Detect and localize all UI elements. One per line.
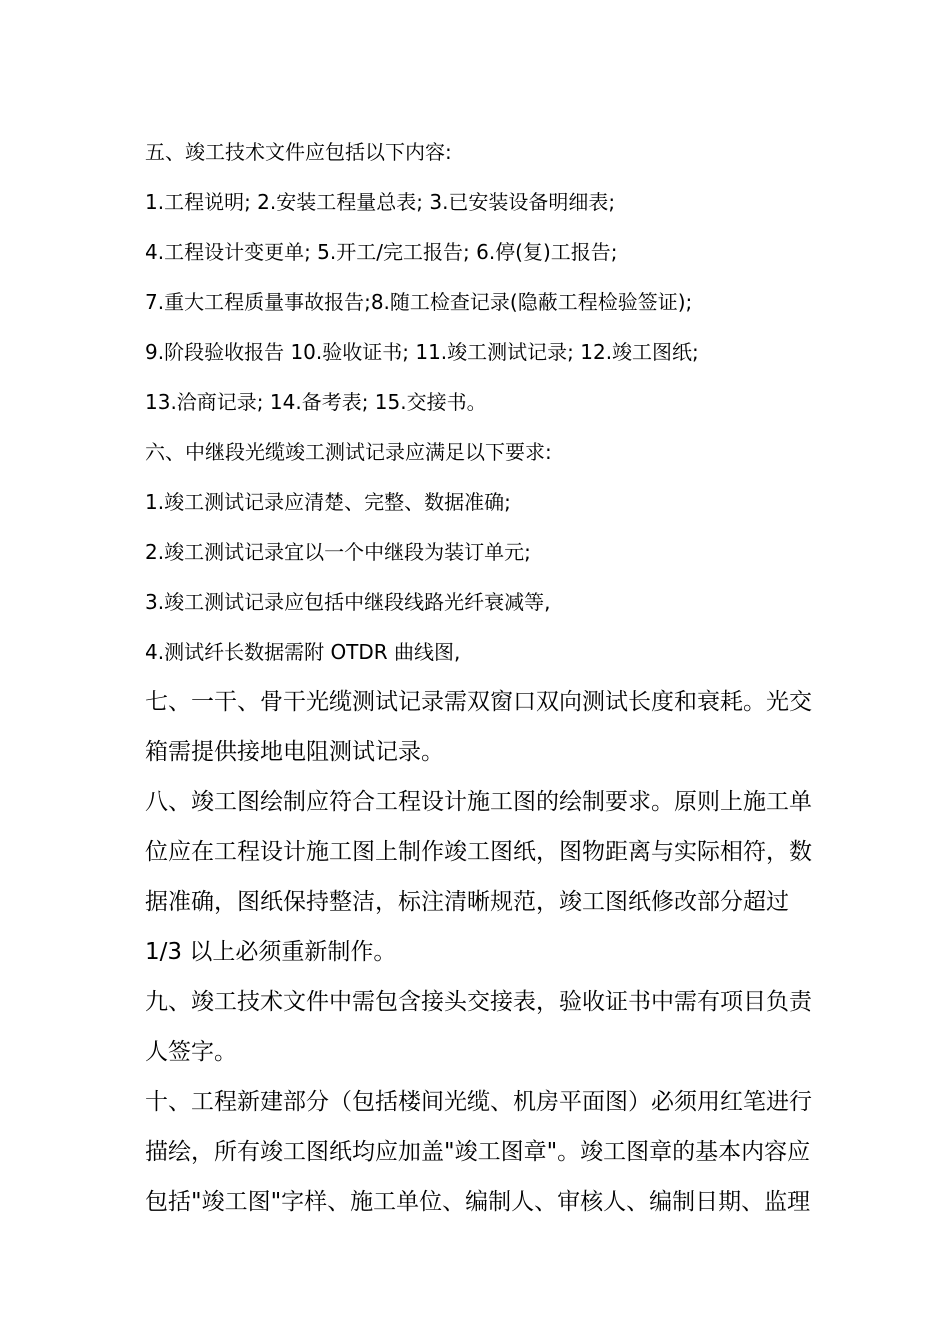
section-5-item-line-5: 13.洽商记录; 14.备考表; 15.交接书。 — [145, 390, 487, 414]
section-5-item-line-1: 1.工程说明; 2.安装工程量总表; 3.已安装设备明细表; — [145, 190, 616, 214]
section-8-line-3: 据准确，图纸保持整洁，标注清晰规范，竣工图纸修改部分超过 — [145, 889, 789, 915]
section-6-item-3: 3.竣工测试记录应包括中继段线路光纤衰减等, — [145, 590, 551, 614]
section-5-item-line-4: 9.阶段验收报告 10.验收证书; 11.竣工测试记录; 12.竣工图纸; — [145, 340, 699, 364]
section-10-line-3: 包括"竣工图"字样、施工单位、编制人、审核人、编制日期、监理 — [145, 1189, 811, 1215]
section-5-heading: 五、竣工技术文件应包括以下内容: — [145, 140, 452, 164]
section-8-line-1: 八、竣工图绘制应符合工程设计施工图的绘制要求。原则上施工单 — [145, 789, 812, 815]
section-7-line-1: 七、一干、骨干光缆测试记录需双窗口双向测试长度和衰耗。光交 — [145, 689, 812, 715]
section-10-line-2: 描绘，所有竣工图纸均应加盖"竣工图章"。竣工图章的基本内容应 — [145, 1139, 811, 1165]
section-5-item-line-3: 7.重大工程质量事故报告;8.随工检查记录(隐蔽工程检验签证); — [145, 290, 693, 314]
section-9-line-1: 九、竣工技术文件中需包含接头交接表，验收证书中需有项目负责 — [145, 989, 812, 1015]
section-6-item-2: 2.竣工测试记录宜以一个中继段为装订单元; — [145, 540, 531, 564]
section-7-line-2: 箱需提供接地电阻测试记录。 — [145, 739, 444, 765]
section-9-line-2: 人签字。 — [145, 1039, 237, 1065]
section-8-line-4: 1/3 以上必须重新制作。 — [145, 939, 397, 965]
section-6-item-4: 4.测试纤长数据需附 OTDR 曲线图, — [145, 640, 461, 664]
section-5-item-line-2: 4.工程设计变更单; 5.开工/完工报告; 6.停(复)工报告; — [145, 240, 618, 264]
section-8-line-2: 位应在工程设计施工图上制作竣工图纸，图物距离与实际相符，数 — [145, 839, 812, 865]
section-10-line-1: 十、工程新建部分（包括楼间光缆、机房平面图）必须用红笔进行 — [145, 1089, 812, 1115]
section-6-item-1: 1.竣工测试记录应清楚、完整、数据准确; — [145, 490, 511, 514]
section-6-heading: 六、中继段光缆竣工测试记录应满足以下要求: — [145, 440, 552, 464]
